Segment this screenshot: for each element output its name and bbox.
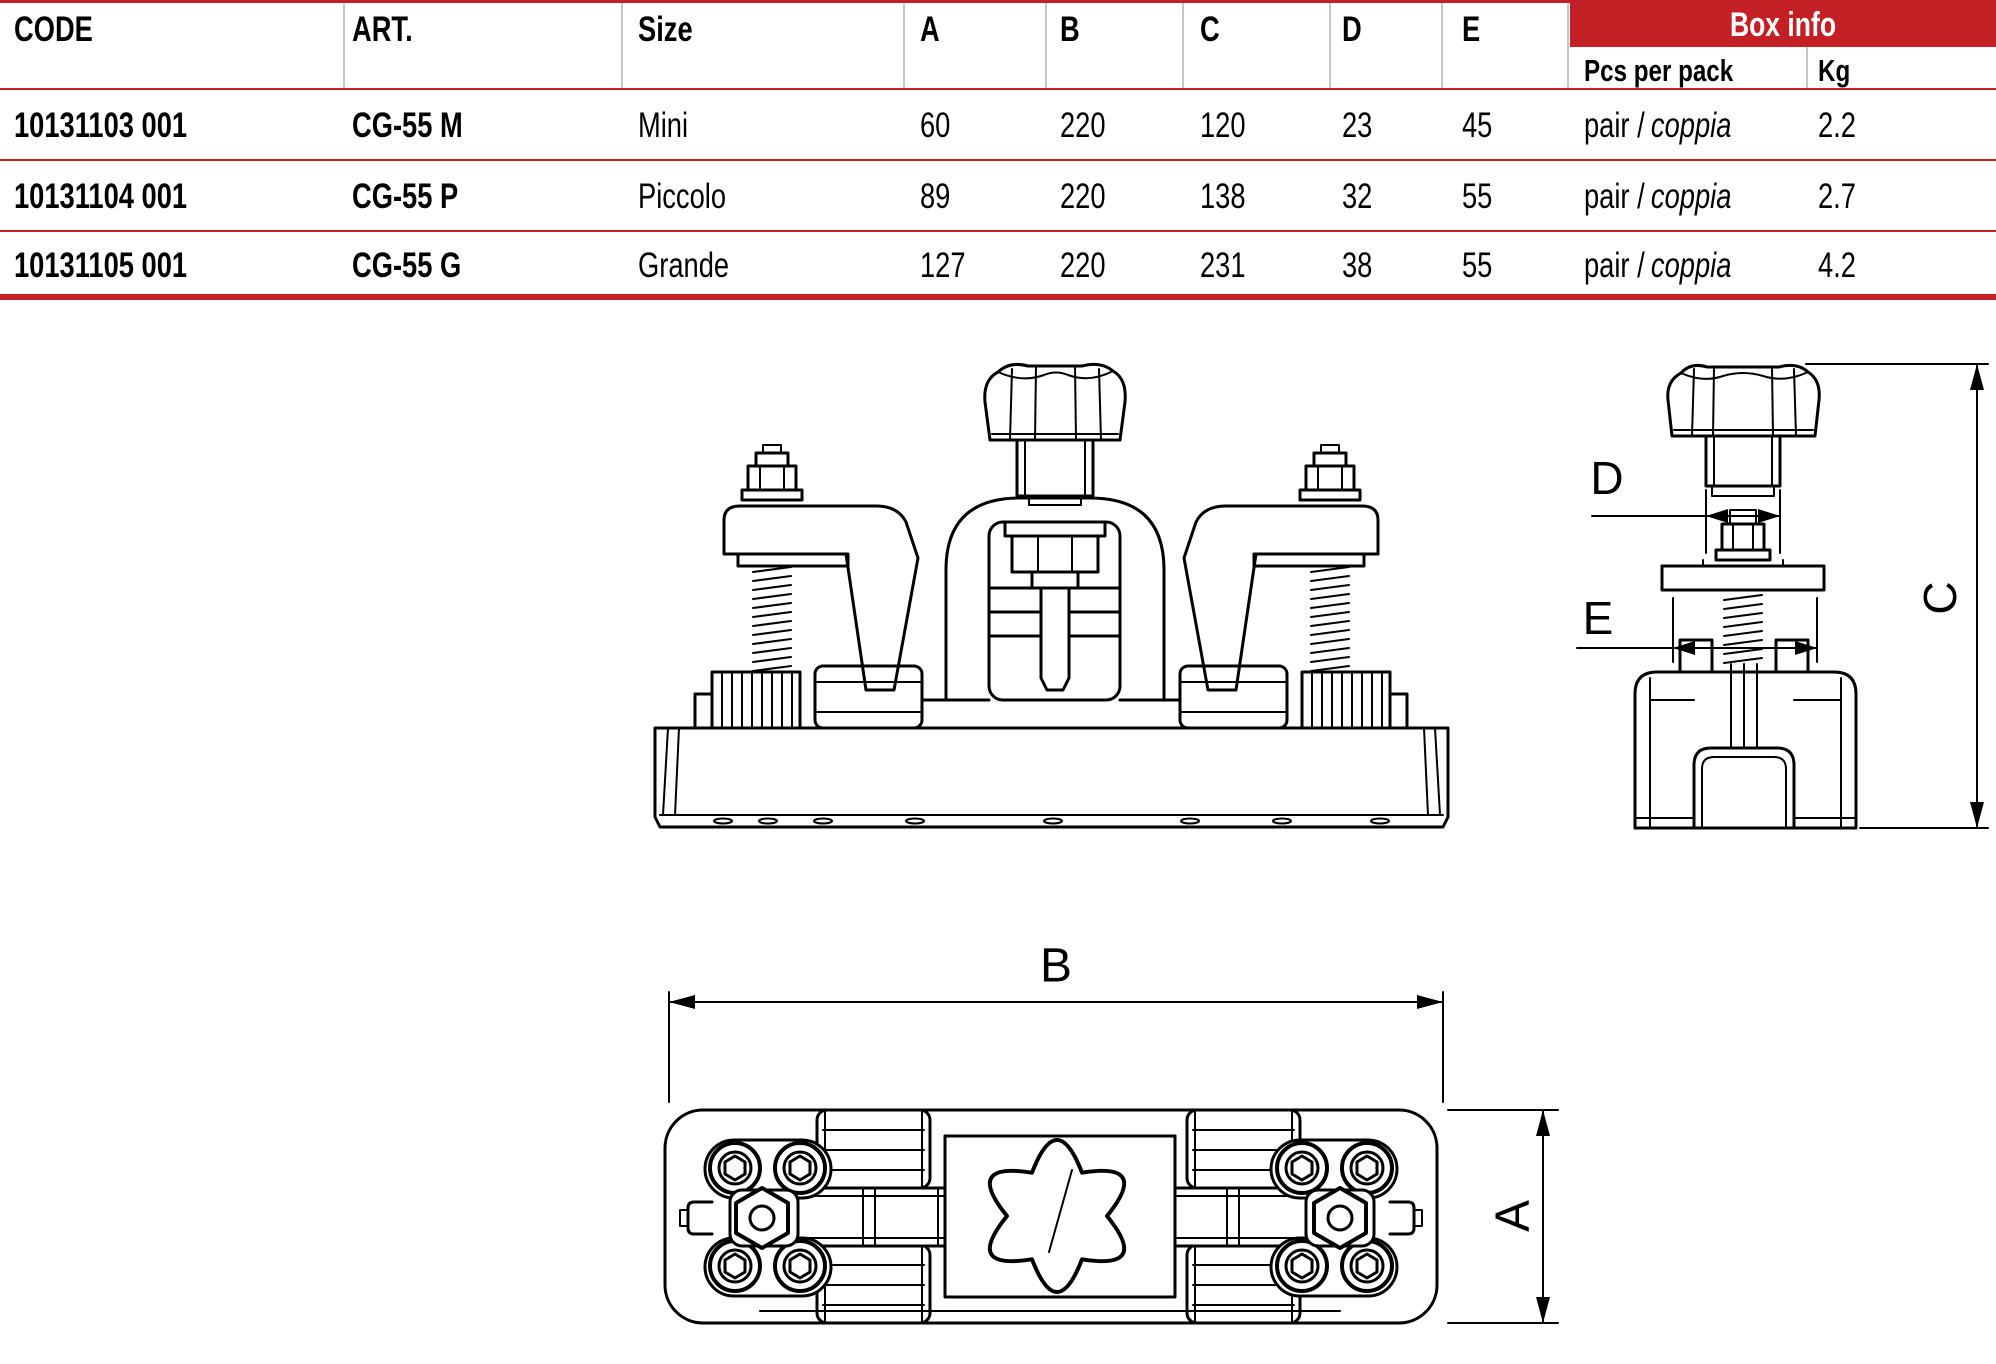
cell-c: 120 (1200, 106, 1246, 145)
cell-e: 45 (1462, 106, 1493, 145)
cell-code: 10131104 001 (14, 177, 188, 216)
cell-d: 23 (1342, 106, 1373, 145)
cell-art: CG-55 G (352, 246, 462, 285)
cell-size: Piccolo (638, 177, 727, 216)
subheader-kg: Kg (1818, 53, 1851, 88)
top-view-drawing (665, 940, 1558, 1324)
column-header-b: B (1060, 10, 1080, 49)
cell-b: 220 (1060, 106, 1106, 145)
column-header-a: A (920, 10, 940, 49)
cell-size: Grande (638, 246, 730, 285)
dim-label-e: E (1582, 592, 1614, 644)
star-knob-front (985, 364, 1125, 505)
dimension-b (669, 992, 1443, 1102)
column-header-code: CODE (14, 10, 93, 49)
star-knob-top (945, 1136, 1175, 1297)
cell-pack: pair / coppia (1584, 106, 1732, 145)
base-plate (655, 728, 1448, 827)
cell-a: 60 (920, 106, 951, 145)
dim-label-b: B (1039, 939, 1073, 993)
side-view-drawing (1577, 364, 1988, 828)
cell-kg: 2.2 (1818, 106, 1856, 145)
cell-code: 10131103 001 (14, 106, 188, 145)
cell-e: 55 (1462, 246, 1493, 285)
cell-c: 231 (1200, 246, 1246, 285)
cell-d: 38 (1342, 246, 1373, 285)
cell-size: Mini (638, 106, 689, 145)
cell-a: 127 (920, 246, 966, 285)
column-header-size: Size (638, 10, 693, 49)
cell-c: 138 (1200, 177, 1246, 216)
cell-code: 10131105 001 (14, 246, 188, 285)
cell-kg: 2.7 (1818, 177, 1856, 216)
cell-art: CG-55 M (352, 106, 463, 145)
cell-e: 55 (1462, 177, 1493, 216)
center-yoke (922, 498, 1180, 700)
cell-b: 220 (1060, 177, 1106, 216)
left-clamp-assembly (695, 445, 922, 728)
cell-pack: pair / coppia (1584, 246, 1732, 285)
box-info-banner: Box info (1570, 3, 1996, 47)
dim-label-a: A (1486, 1199, 1540, 1233)
dim-label-d: D (1590, 452, 1624, 504)
cell-b: 220 (1060, 246, 1106, 285)
column-header-d: D (1342, 10, 1362, 49)
star-knob-side (1668, 365, 1820, 496)
right-clamp-assembly (1180, 445, 1407, 728)
cell-a: 89 (920, 177, 951, 216)
column-header-c: C (1200, 10, 1220, 49)
cell-art: CG-55 P (352, 177, 459, 216)
cell-d: 32 (1342, 177, 1373, 216)
side-clamp-block (1635, 640, 1856, 828)
dim-label-c: C (1914, 581, 1966, 615)
subheader-pcs-per-pack: Pcs per pack (1584, 53, 1734, 88)
cell-kg: 4.2 (1818, 246, 1856, 285)
column-header-art: ART. (352, 10, 413, 49)
front-view-drawing (655, 364, 1448, 827)
column-header-e: E (1462, 10, 1481, 49)
cell-pack: pair / coppia (1584, 177, 1732, 216)
